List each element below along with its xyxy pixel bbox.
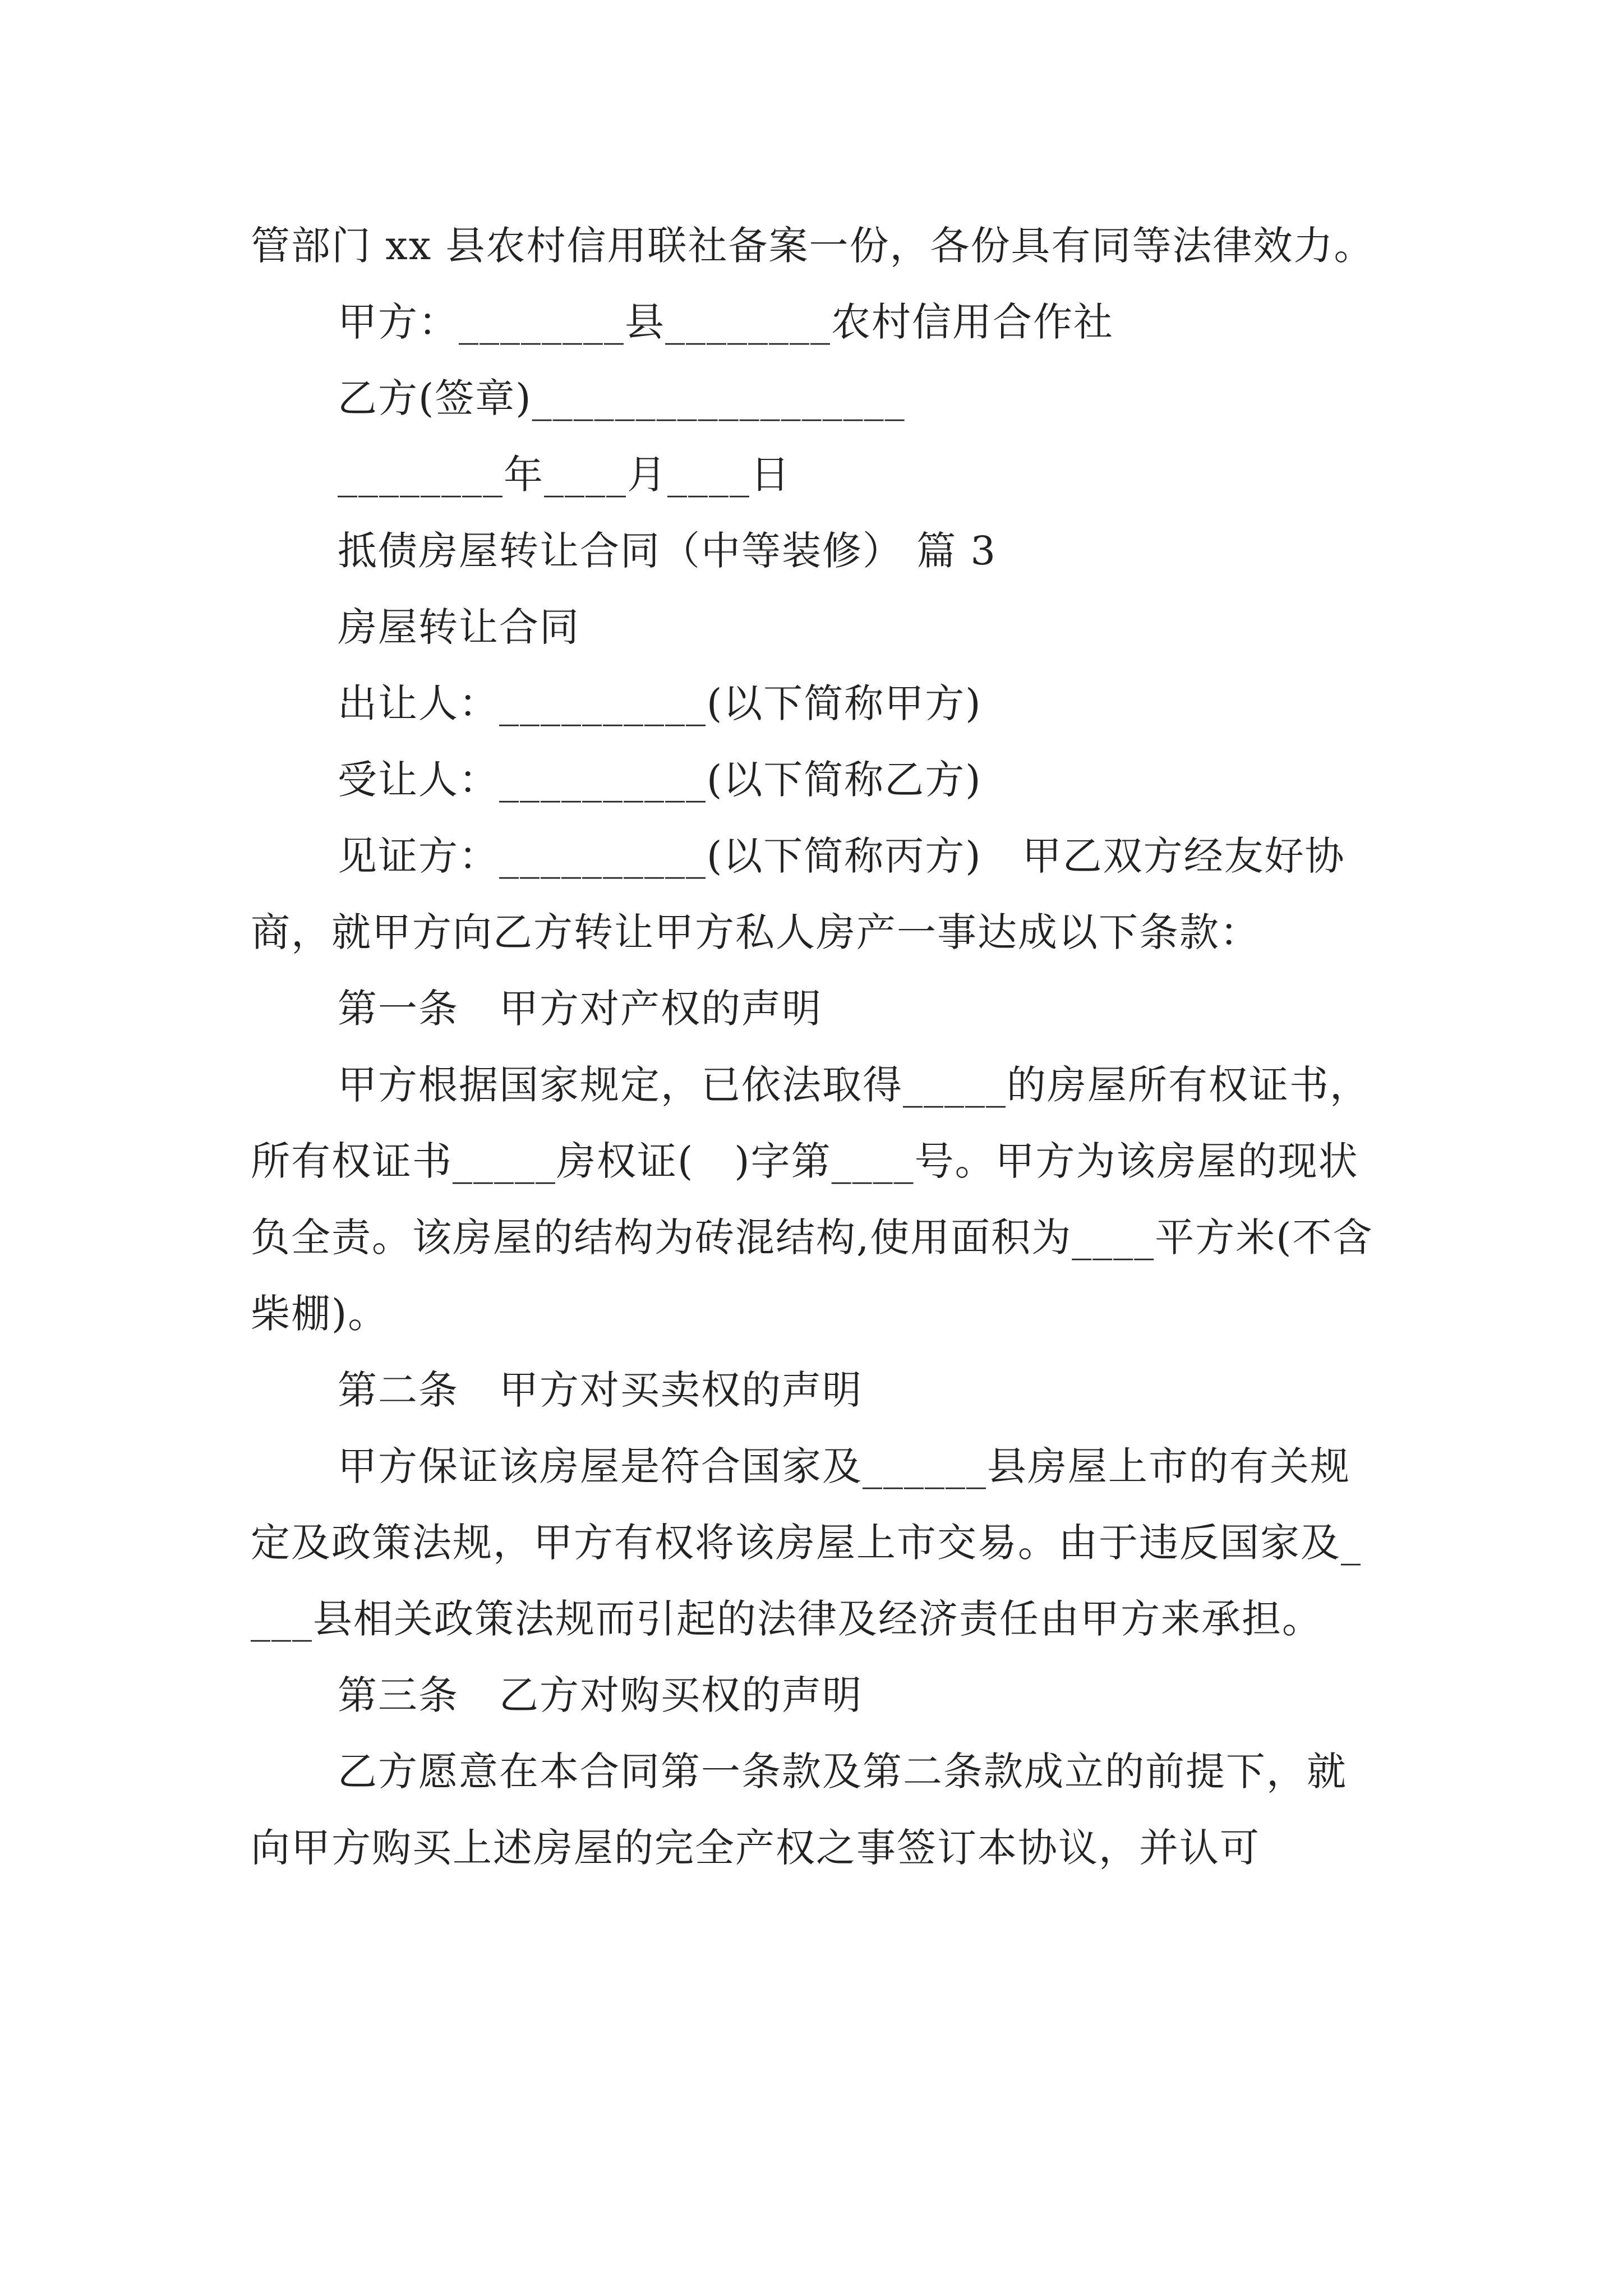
article-3-body: 乙方愿意在本合同第一条款及第二条款成立的前提下，就向甲方购买上述房屋的完全产权之事签订本协议，并认可 [251,1749,1347,1871]
article-3-heading: 第三条 乙方对购买权的声明 [338,1672,863,1718]
section-heading: 抵债房屋转让合同（中等装修） 篇 3 [338,528,997,574]
document-body [251,208,1378,1886]
party-b-signature-line: 乙方(签章)__________________ [338,375,906,421]
date-line: ________年____月____日 [338,452,791,498]
party-a-signature-line: 甲方：________县________农村信用合作社 [338,299,1114,345]
transferee-line: 受让人：__________(以下简称乙方) [338,757,982,803]
contract-title: 房屋转让合同 [338,604,580,650]
paragraph-filing-clause: 管部门 xx 县农村信用联社备案一份，各份具有同等法律效力。 [251,223,1375,269]
witness-line: 见证方：__________(以下简称丙方) 甲乙双方经友好协商，就甲方向乙方转让甲方私人房产一事达成以下条款： [251,833,1345,955]
article-1-heading: 第一条 甲方对产权的声明 [338,986,822,1032]
article-1-body: 甲方根据国家规定，已依法取得_____的房屋所有权证书，所有权证书_____房权证( )字第____号。甲方为该房屋的现状负全责。该房屋的结构为砖混结构,使用面积为____平方米(不含柴棚)。 [251,1062,1373,1337]
transferor-line: 出让人：__________(以下简称甲方) [338,680,982,726]
article-2-body: 甲方保证该房屋是符合国家及______县房屋上市的有关规定及政策法规，甲方有权将该房屋上市交易。由于违反国家及____县相关政策法规而引起的法律及经济责任由甲方来承担。 [251,1443,1362,1642]
article-2-heading: 第二条 甲方对买卖权的声明 [338,1367,863,1413]
